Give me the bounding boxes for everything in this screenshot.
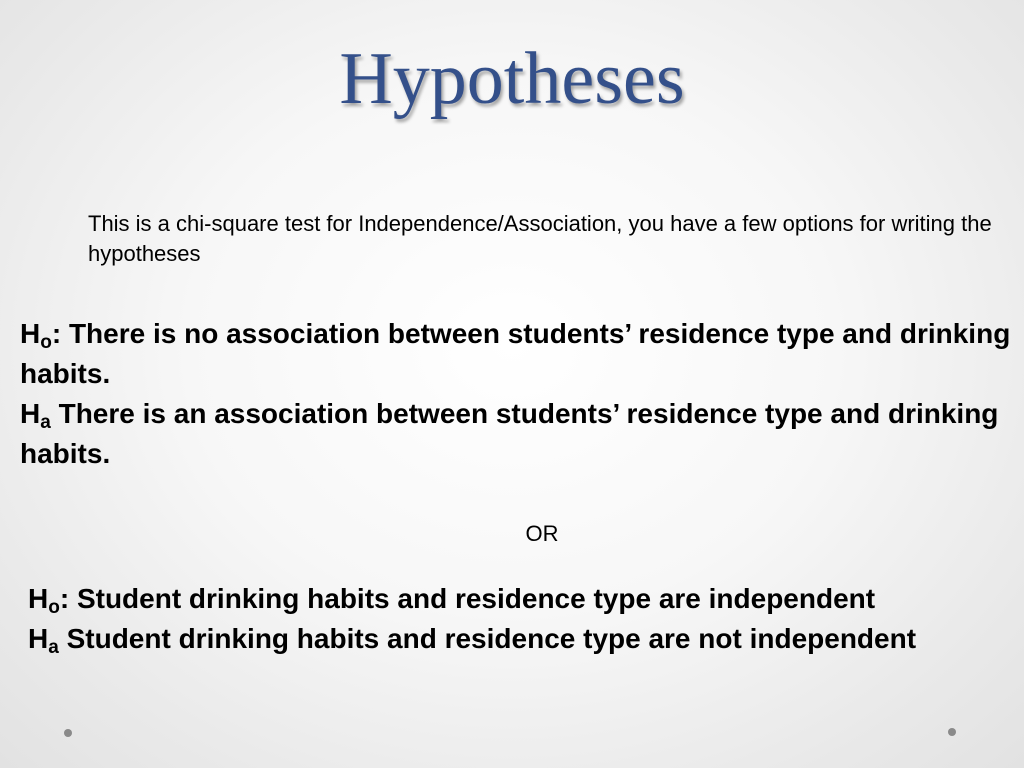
or-separator: OR	[525, 521, 559, 546]
alt-symbol: H	[20, 398, 41, 429]
alt-subscript: a	[40, 412, 51, 433]
null-subscript: o	[48, 597, 60, 618]
alternative-hypothesis-1	[20, 394, 1020, 474]
null-hypothesis-1	[20, 314, 1020, 394]
null-hypothesis-text: : Student drinking habits and residence type are independent	[59, 583, 876, 614]
hypotheses-option-2	[28, 579, 958, 659]
slide-title: Hypotheses	[339, 38, 685, 120]
alternative-hypothesis-text: There is an association between students’ residence type and drinking habits.	[20, 398, 999, 469]
intro-text: This is a chi-square test for Independence/Association, you have a few options for writing the hypotheses	[88, 211, 992, 266]
null-subscript: o	[40, 332, 52, 353]
alternative-hypothesis-text: Student drinking habits and residence type are not independent	[58, 623, 917, 654]
alt-symbol: H	[28, 623, 49, 654]
alt-subscript: a	[48, 637, 59, 658]
null-symbol: H	[28, 583, 49, 614]
hypotheses-option-1	[20, 314, 1020, 474]
null-hypothesis-2	[28, 579, 958, 619]
decorative-dot-right	[948, 728, 956, 736]
null-symbol: H	[20, 318, 41, 349]
null-hypothesis-text: : There is no association between students’ residence type and drinking habits.	[20, 318, 1011, 389]
alternative-hypothesis-2	[28, 619, 958, 659]
decorative-dot-left	[64, 729, 72, 737]
